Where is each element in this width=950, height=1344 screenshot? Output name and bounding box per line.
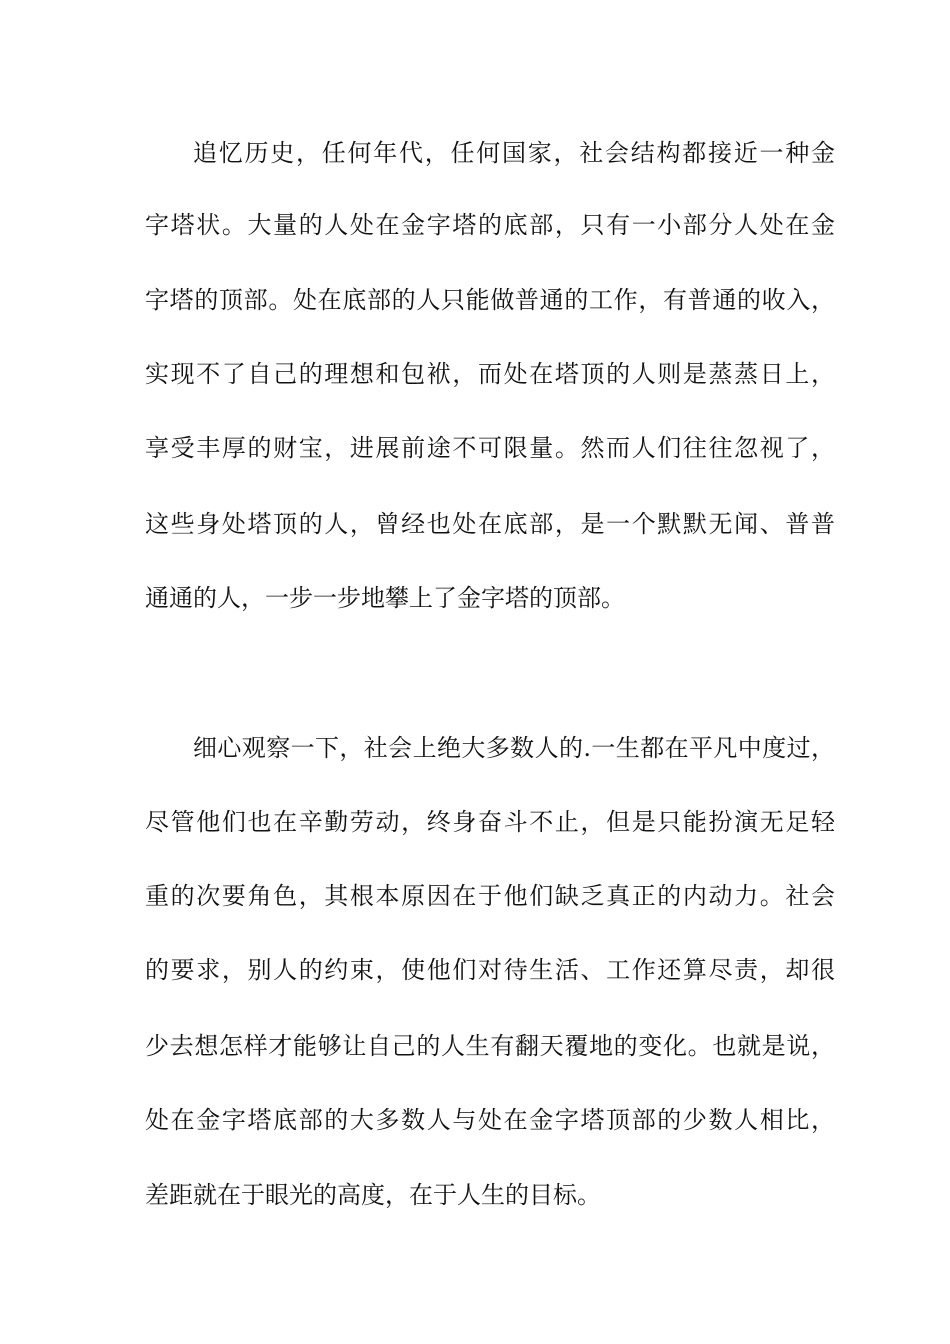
text-line: 字塔的顶部。处在底部的人只能做普通的工作，有普通的收入， xyxy=(145,286,835,314)
text-line: 这些身处塔顶的人，曾经也处在底部，是一个默默无闻、普普 xyxy=(145,510,835,538)
text-line: 享受丰厚的财宝，进展前途不可限量。然而人们往往忽视了， xyxy=(145,434,835,462)
text-line: 追忆历史，任何年代，任何国家，社会结构都接近一种金 xyxy=(193,139,835,167)
text-line: 差距就在于眼光的高度，在于人生的目标。 xyxy=(145,1181,601,1209)
text-line: 细心观察一下，社会上绝大多数人的.一生都在平凡中度过， xyxy=(193,734,835,762)
text-line: 通通的人，一步一步地攀上了金字塔的顶部。 xyxy=(145,584,625,612)
text-line: 实现不了自己的理想和包袱，而处在塔顶的人则是蒸蒸日上， xyxy=(145,360,835,388)
text-line: 少去想怎样才能够让自己的人生有翻天覆地的变化。也就是说， xyxy=(145,1032,835,1060)
text-line: 尽管他们也在辛勤劳动，终身奋斗不止，但是只能扮演无足轻 xyxy=(145,808,835,836)
text-line: 处在金字塔底部的大多数人与处在金字塔顶部的少数人相比， xyxy=(145,1106,835,1134)
text-line: 字塔状。大量的人处在金字塔的底部，只有一小部分人处在金 xyxy=(145,211,835,239)
text-line: 的要求，别人的约束，使他们对待生活、工作还算尽责，却很 xyxy=(145,956,835,984)
text-line: 重的次要角色，其根本原因在于他们缺乏真正的内动力。社会 xyxy=(145,882,835,910)
